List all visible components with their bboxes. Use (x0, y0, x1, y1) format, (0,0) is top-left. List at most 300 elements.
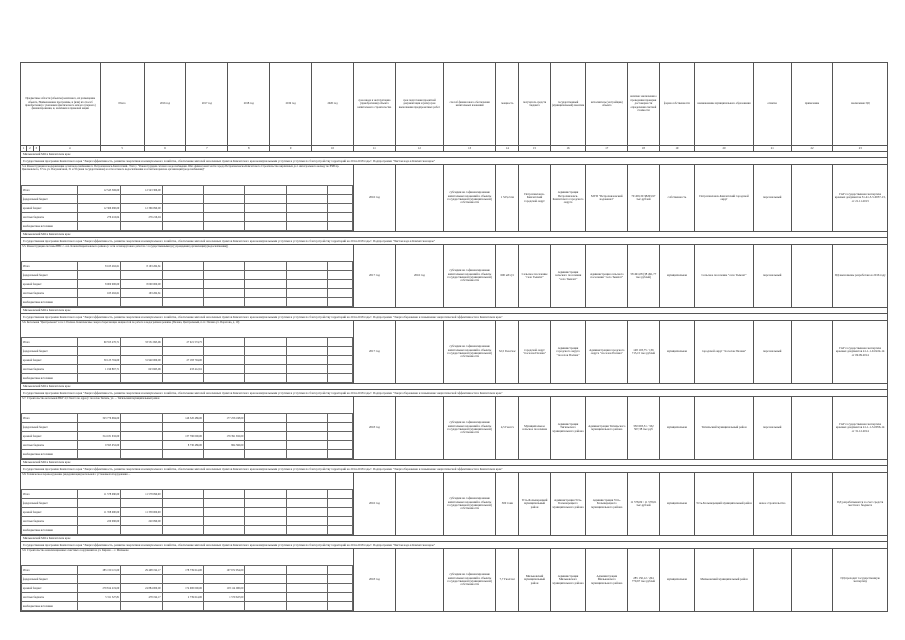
financing-value (78, 450, 121, 459)
financing-value: 24 884 000,00 (121, 584, 162, 593)
financing-value: 8 730 486,00 (162, 441, 203, 450)
developer: Администрация городского округа "поселок Палана" (586, 321, 628, 384)
financing-value (286, 584, 327, 593)
financing-value (121, 499, 162, 508)
financing-value (286, 356, 327, 365)
financing-source-label: местные бюджеты (22, 213, 78, 222)
financing-value (245, 423, 286, 432)
financing-value (328, 204, 353, 213)
financing-value (162, 347, 203, 356)
program-row (21, 158, 888, 165)
object-row (21, 165, 888, 232)
financing-value (286, 423, 327, 432)
financing-value (121, 298, 162, 307)
financing-value (328, 338, 353, 347)
financing-value (162, 508, 203, 517)
financing-value (245, 289, 286, 298)
financing-value (245, 584, 286, 593)
financing-value (328, 298, 353, 307)
financing-table (21, 413, 353, 459)
municipality: городской округ "поселок Палана" (695, 321, 754, 384)
financing-value: 2 739 614,00 (162, 593, 203, 602)
financing-value: 163 262,61 (121, 289, 162, 298)
financing-value (245, 441, 286, 450)
document-page (20, 62, 888, 612)
financing-value (286, 566, 327, 575)
program-row (21, 238, 888, 245)
note (791, 165, 833, 232)
object-title: 3.4. Реконструкция и модернизация сетей водоснабжения п. Петропавловск-Камчатский. Этап 1. "Реконструкция сетевого водоснабжения. Шаг-финансовой части города Петропавловска-Камчатского Строительство кирпичных до 1 интегрального кольцу по РЧВ пр. Циолковского, 37 по ул. Пограничной, 31 и 35 (иная государственная) и сети сетевого водоснабжения и сетей материалов организаций (водоснабжения)" (22, 165, 340, 171)
financing-value (245, 517, 286, 526)
header-municipality: наименование муниципального образования (695, 63, 754, 146)
object-financing-cell (21, 165, 354, 232)
financing-value (162, 490, 203, 499)
financing-value (162, 298, 203, 307)
header-customer: государственный (муниципальный) заказчик (550, 63, 586, 146)
financing-value: 9 595 052,00 (78, 441, 121, 450)
financing-value (162, 213, 203, 222)
financing-value (328, 186, 353, 195)
header-2019: 2019 год (270, 63, 312, 146)
financing-value (121, 414, 162, 423)
financing-source-label: внебюджетные источники (22, 526, 78, 535)
financing-value: 11 358 000,00 (121, 508, 162, 517)
financing-value (328, 347, 353, 356)
header-object: Предметные области (объекты) комплекса, их размещение объекта, Наименование программы, и (или) их способ приобретения) с указанием фактического или его (первого) финансирования, и, наличием в правовой акции (21, 63, 101, 146)
financing-value (78, 347, 121, 356)
financing-value (203, 526, 244, 535)
financing-value: 276 216,04 (121, 213, 162, 222)
financing-value (328, 499, 353, 508)
object-row (21, 321, 888, 384)
financing-value (203, 490, 244, 499)
financing-source-label: Итого (22, 338, 78, 347)
financing-value: 8 000 000,00 (121, 280, 162, 289)
financing-value (162, 423, 203, 432)
financing-table (21, 337, 353, 383)
financing-value: 11 578 090,00 (121, 490, 162, 499)
financing-source-label: внебюджетные источники (22, 374, 78, 383)
financing-value (286, 195, 327, 204)
financing-row (22, 213, 353, 222)
ownership: муниципальная (659, 473, 695, 536)
financing-value (286, 414, 327, 423)
customer: Администрация Мильковского муниципального района (550, 549, 586, 612)
financing-source-label: местные бюджеты (22, 289, 78, 298)
financing-value (203, 195, 244, 204)
financing-row (22, 289, 353, 298)
financing-source-label: краевой бюджет (22, 280, 78, 289)
estimate-check: 79 459,30 38263,97 тыс.рублей (628, 165, 659, 232)
financing-value: 276 216,04 (78, 213, 121, 222)
financing-value (245, 356, 286, 365)
financing-value (328, 262, 353, 271)
commission-year: 2018 год (353, 549, 395, 612)
header-2017: 2017 год (186, 63, 228, 146)
financing-value (203, 280, 244, 289)
estimate-check: 148 103,75 / 136 715,15 тыс.рублей (628, 321, 659, 384)
developer: Администрация Усть-Большерецкого муниципального района (586, 473, 628, 536)
budget-recipient: Муниципальное сельское поселение (519, 397, 550, 460)
funding-method: субсидии на софинансирование капитальных вложений в объекты государственной (муниципальной) собственности (443, 549, 495, 612)
financing-source-label: федеральный бюджет (22, 575, 78, 584)
program-label: Государственная программа Камчатского края "Энергоэффективность, развитие энергетики и коммунального хозяйства, обеспечение жителей населенных пунктов Камчатского края коммунальными услугами и услугами по благоустройству территорий на 2014-2018 годы". Подпрограмма "Чистая вода в Камчатском крае" (21, 542, 888, 549)
object-row (21, 473, 888, 536)
note (791, 549, 833, 612)
financing-value (203, 213, 244, 222)
region-label: Мильковский МО в Камчатском крае (21, 308, 888, 314)
financing-value: 60 553 270,71 (78, 338, 121, 347)
program-label: Государственная программа Камчатского края "Энергоэффективность, развитие энергетики и коммунального хозяйства, обеспечение жителей населенных пунктов Камчатского края коммунальными услугами и услугами по благоустройству территорий на 2014-2018 годы". Подпрограмма "Энергосбережение и повышение энергетической эффективности в Камчатском крае" (21, 466, 888, 473)
header-2020: 2020 год (312, 63, 354, 146)
financing-source-label: внебюджетные источники (22, 298, 78, 307)
header-2018: 2018 год (228, 63, 270, 146)
financing-value (328, 432, 353, 441)
financing-value (286, 575, 327, 584)
note (791, 321, 833, 384)
financing-value (286, 262, 327, 271)
header-estimate: наличие заключения о проведении проверки достоверности определения сметной стоимости (628, 63, 659, 146)
note (791, 397, 833, 460)
financing-value (245, 450, 286, 459)
financing-value (328, 490, 353, 499)
object-title: 3.6. Котельная "Центральная" в п.г.т. Палана. Комплексные энергосберегающие мощностей по работе в водогрейном режиме (Палана, Центральный, п.г.т. Палана ул. Поротова, д. 10) (22, 321, 240, 324)
financing-source-label: краевой бюджет (22, 432, 78, 441)
customer: Администрация Усть-Большерецкого муниципального района (550, 473, 586, 536)
financing-value (121, 526, 162, 535)
estimate-check: 285 150,12 / 264 770,67 тыс.рублей (628, 549, 659, 612)
financing-value (328, 222, 353, 231)
financing-row (22, 271, 353, 280)
financing-value (203, 222, 244, 231)
financing-value (203, 186, 244, 195)
financing-value (162, 374, 203, 383)
municipality: Мильковский муниципальный район (695, 549, 754, 612)
funding-method: субсидии на софинансирование капитальных вложений в объекты государственной (муниципальной) собственности (443, 165, 495, 232)
financing-value: 107 672 954,00 (203, 566, 244, 575)
financing-row (22, 423, 353, 432)
municipality: Усть-Большерецкий муниципальный район (695, 473, 754, 536)
capacity: 600 м3/сут (496, 245, 519, 308)
financing-value (203, 289, 244, 298)
financing-source-label: Итого (22, 490, 78, 499)
financing-value: 285 150 115,00 (78, 566, 121, 575)
financing-value (203, 262, 244, 271)
financing-value: 8 000 000,00 (78, 280, 121, 289)
financing-value (203, 347, 244, 356)
budget-recipient: Мильковский муниципальный район (519, 549, 550, 612)
financing-value (121, 602, 162, 611)
mark (753, 549, 791, 612)
financing-value: 12 366 090,00 (121, 204, 162, 213)
financing-value (245, 298, 286, 307)
financing-row (22, 517, 353, 526)
financing-value (245, 222, 286, 231)
financing-source-label: краевой бюджет (22, 508, 78, 517)
financing-value (286, 374, 327, 383)
header-recipient: получатель средств бюджета (519, 63, 550, 146)
funding-method: субсидии на софинансирование капитальных вложений в объекты государственной (муниципальной) собственности (443, 397, 495, 460)
financing-value (328, 423, 353, 432)
financing-row (22, 490, 353, 499)
note (791, 245, 833, 308)
funding-method: субсидии на софинансирование капитальных вложений в объекты государственной (муниципальной) собственности (443, 245, 495, 308)
financing-value (203, 499, 244, 508)
header-note: примечание (791, 63, 833, 146)
header-total: Итого (100, 63, 144, 146)
financing-value (328, 280, 353, 289)
mark: персональный (753, 397, 791, 460)
financing-value (245, 338, 286, 347)
design-conclusion: ПД выполнены разработана в 2016 году (833, 245, 888, 308)
financing-row (22, 593, 353, 602)
financing-source-label: федеральный бюджет (22, 347, 78, 356)
financing-value (245, 490, 286, 499)
financing-value: 174 000 000,00 (162, 584, 203, 593)
financing-value (78, 222, 121, 231)
region-label: Мильковский МО в Камчатском крае (21, 384, 888, 390)
financing-row (22, 602, 353, 611)
header-funding: способ финансового обеспечения капитальных вложений (443, 63, 495, 146)
design-year (395, 549, 443, 612)
financing-value (245, 186, 286, 195)
financing-value (203, 575, 244, 584)
financing-value (245, 271, 286, 280)
financing-source-label: краевой бюджет (22, 204, 78, 213)
financing-row (22, 298, 353, 307)
financing-row (22, 204, 353, 213)
capacity: 4,5 Гкал/ч (496, 397, 519, 460)
financing-table (21, 185, 353, 231)
budget-recipient: Усть-Большерецкий муниципальный район (519, 473, 550, 536)
financing-value: 220 090,00 (121, 517, 162, 526)
financing-value (162, 499, 203, 508)
financing-value (78, 298, 121, 307)
program-row (21, 390, 888, 397)
financing-value: 177 256 198,00 (203, 414, 244, 423)
region-label: Мильковский МО в Камчатском крае (21, 152, 888, 158)
funding-method: субсидии на софинансирование капитальных вложений в объекты государственной (муниципальной) собственности (443, 473, 495, 536)
object-row (21, 397, 888, 460)
financing-value (328, 508, 353, 517)
financing-value: 5 311 327,81 (78, 593, 121, 602)
object-financing-cell (21, 397, 354, 460)
financing-source-label: внебюджетные источники (22, 222, 78, 231)
estimate-check: 11 578,09 / 11 578,01 тыс.рублей (628, 473, 659, 536)
object-financing-cell (21, 245, 354, 308)
estimate-check: 58 491,08 (38 491,77 тыс.рублей) (628, 245, 659, 308)
capacity: 1 523,2 пм (496, 165, 519, 232)
financing-table (21, 261, 353, 307)
financing-value (286, 204, 327, 213)
financing-value (286, 365, 327, 374)
financing-value (328, 374, 353, 383)
financing-value (78, 575, 121, 584)
program-label: Государственная программа Камчатского края "Энергоэффективность, развитие энергетики и коммунального хозяйства, обеспечение жителей населенных пунктов Камчатского края коммунальными услугами и услугами по благоустройству территорий на 2014-2018 годы". Подпрограмма "Энергосбережение и повышение энергетической эффективности в Камчатском крае" (21, 314, 888, 321)
financing-value: 1 199 867,71 (78, 365, 121, 374)
financing-value (286, 499, 327, 508)
financing-value (121, 423, 162, 432)
object-financing-cell (21, 321, 354, 384)
program-row (21, 314, 888, 321)
financing-value (203, 365, 244, 374)
financing-value (245, 204, 286, 213)
financing-source-label: местные бюджеты (22, 365, 78, 374)
financing-value (286, 347, 327, 356)
financing-value (245, 280, 286, 289)
region-label: Мильковский МО в Камчатском крае (21, 536, 888, 542)
customer: Администрация городского округа "поселок Палана" (550, 321, 586, 384)
financing-source-label: федеральный бюджет (22, 423, 78, 432)
financing-value (328, 271, 353, 280)
ownership: муниципальная (659, 245, 695, 308)
financing-value: 137 790 000,00 (162, 432, 203, 441)
financing-value (328, 356, 353, 365)
financing-row (22, 365, 353, 374)
object-title: 3.5. Реконструкция системы ВНС с. сел. Ключи Кирилловского района (с сети сетей кругового работах с государственными (и) учреждения (организаций) (водоснабжения)) (22, 245, 229, 248)
financing-value (286, 593, 327, 602)
financing-value (328, 289, 353, 298)
financing-value (328, 584, 353, 593)
financing-source-label: местные бюджеты (22, 517, 78, 526)
financing-value (203, 338, 244, 347)
customer: Администрация сельского поселения "село Тымлат" (550, 245, 586, 308)
financing-value (286, 450, 327, 459)
financing-value (328, 195, 353, 204)
customer: Администрация Петропавловск-Камчатского городского округа (550, 165, 586, 232)
financing-value (162, 526, 203, 535)
ownership: муниципальная (659, 321, 695, 384)
design-conclusion: ГАУ государственная экспертиза краевых документов 31-41-3-5-0037-13, от 21.11.2013 (833, 165, 888, 232)
object-financing-cell (21, 473, 354, 536)
financing-value (245, 365, 286, 374)
mark: персональный (753, 165, 791, 232)
capital-investment-table (20, 62, 888, 612)
financing-value (78, 602, 121, 611)
financing-value (203, 271, 244, 280)
financing-row (22, 262, 353, 271)
financing-row (22, 280, 353, 289)
financing-row (22, 432, 353, 441)
financing-value (203, 423, 244, 432)
financing-value (245, 602, 286, 611)
financing-value (203, 450, 244, 459)
financing-table (21, 489, 353, 535)
financing-value (162, 450, 203, 459)
developer: Администрация сельского поселения "село Тымлат" (586, 245, 628, 308)
object-title: 3.9. Строительство канализационных очистных сооружений на ул. Кирова ... с. Мильково (22, 549, 129, 552)
financing-value (245, 262, 286, 271)
financing-value (286, 213, 327, 222)
financing-value (121, 271, 162, 280)
financing-value (245, 575, 286, 584)
developer: Администрация Тигильского муниципального района (586, 397, 628, 460)
financing-value (162, 204, 203, 213)
financing-source-label: краевой бюджет (22, 356, 78, 365)
financing-row (22, 584, 353, 593)
budget-recipient: Петропавловск-Камчатский городской округ (519, 165, 550, 232)
financing-value (286, 289, 327, 298)
program-label: Государственная программа Камчатского края "Энергоэффективность, развитие энергетики и коммунального хозяйства, обеспечение жителей населенных пунктов Камчатского края коммунальными услугами и услугами по благоустройству территорий на 2014-2018 годы". Подпрограмма "Энергосбережение и повышение энергетической эффективности в Камчатском крае" (21, 390, 888, 397)
header-row (21, 63, 888, 146)
financing-row (22, 526, 353, 535)
financing-value: 29 408 192,17 (121, 566, 162, 575)
financing-row (22, 508, 353, 517)
financing-value: 163 262,61 (78, 289, 121, 298)
funding-method: субсидии на софинансирование капитальных вложений в объекты государственной (муниципальной) собственности (443, 321, 495, 384)
design-conclusion: ГАУ государственная экспертиза краевых документов 41-1-1-3-0056-14 от 31.12.2014 (833, 397, 888, 460)
financing-value (286, 222, 327, 231)
financing-value (203, 517, 244, 526)
financing-value: 178 739 614,00 (162, 566, 203, 575)
note (791, 473, 833, 536)
financing-row (22, 450, 353, 459)
financing-value (245, 593, 286, 602)
financing-value (245, 213, 286, 222)
design-year (395, 321, 443, 384)
financing-value (328, 566, 353, 575)
financing-value (286, 186, 327, 195)
financing-value (121, 374, 162, 383)
developer: Администрация Мильковского муниципального района (586, 549, 628, 612)
financing-value: 11 358 000,00 (78, 508, 121, 517)
header-developer: исполнитель (застройщик) объекта (586, 63, 628, 146)
program-row (21, 466, 888, 473)
design-conclusion: ПД разрабатывается за счет средств местного бюджета (833, 473, 888, 536)
financing-value (245, 566, 286, 575)
financing-value (286, 602, 327, 611)
financing-table (21, 565, 353, 611)
financing-row (22, 441, 353, 450)
financing-value (162, 280, 203, 289)
object-row (21, 245, 888, 308)
ownership: муниципальная (659, 397, 695, 460)
financing-source-label: Итого (22, 186, 78, 195)
financing-value (328, 441, 353, 450)
financing-value (328, 365, 353, 374)
financing-source-label: внебюджетные источники (22, 450, 78, 459)
financing-row (22, 356, 353, 365)
financing-value (121, 222, 162, 231)
financing-value: 8 163 262,61 (121, 262, 162, 271)
financing-value: 176 391 632,00 (203, 432, 244, 441)
header-mark: отметка (753, 63, 791, 146)
financing-value: 27 021 574,75 (162, 338, 203, 347)
financing-value (162, 289, 203, 298)
financing-value: 864 566,00 (203, 441, 244, 450)
financing-value (286, 508, 327, 517)
financing-value (286, 338, 327, 347)
financing-value (121, 432, 162, 441)
financing-row (22, 566, 353, 575)
financing-value (203, 356, 244, 365)
financing-value (245, 499, 286, 508)
financing-value: 8 163 262,61 (78, 262, 121, 271)
design-year (395, 165, 443, 232)
financing-row (22, 374, 353, 383)
financing-value (162, 602, 203, 611)
ownership: муниципальная (659, 549, 695, 612)
financing-row (22, 222, 353, 231)
financing-source-label: внебюджетные источники (22, 602, 78, 611)
financing-source-label: федеральный бюджет (22, 195, 78, 204)
mark: персональный (753, 245, 791, 308)
financing-value: 433 412,61 (162, 365, 203, 374)
commission-year: 2018 год (353, 397, 395, 460)
budget-recipient: городской округ "поселок Палана" (519, 321, 550, 384)
financing-source-label: федеральный бюджет (22, 499, 78, 508)
financing-row (22, 347, 353, 356)
